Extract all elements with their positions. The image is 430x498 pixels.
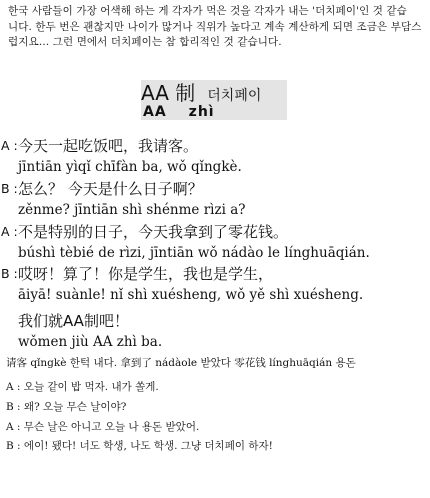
pinyin-text: zěnme? jīntiān shì shénme rìzi a? xyxy=(18,202,246,218)
speaker-label: A : xyxy=(1,224,18,239)
translation-line: B : 에이! 됐다! 너도 학생, 나도 학생. 그냥 더치페이 하자! xyxy=(6,440,273,452)
intro-line: 한국 사람들이 가장 어색해 하는 게 각자가 먹은 것을 각자가 내는 '더치페이'인 것 같습 xyxy=(8,5,407,17)
title-korean: 더치페이 xyxy=(207,88,262,104)
chinese-text: 哎呀！算了！你是学生，我也是学生， xyxy=(18,265,274,283)
chinese-text: 我们就AA制吧！ xyxy=(18,312,129,330)
title-pinyin-aa: AA xyxy=(143,104,167,120)
translation-line: A : 오늘 같이 밥 먹자. 내가 쏠게. xyxy=(6,381,159,393)
chinese-text: 怎么？ 今天是什么日子啊？ xyxy=(18,180,203,198)
translation-line: B : 왜? 오늘 무슨 날이야? xyxy=(6,401,127,413)
speaker-label: B : xyxy=(1,181,18,196)
intro-line: 니다. 한두 번은 괜찮지만 나이가 많거나 직위가 높다고 계속 계산하게 되면 조금은 부담스 xyxy=(8,20,422,33)
intro-paragraph xyxy=(8,4,422,51)
pinyin-text: wǒmen jiù AA zhì ba. xyxy=(18,334,163,350)
title-pinyin xyxy=(143,104,215,120)
intro-line: 럽지요… 그런 면에서 더치페이는 참 합리적인 것 같습니다. xyxy=(8,36,282,48)
speaker-label: A : xyxy=(1,138,18,153)
title-pinyin-zhi: zhì xyxy=(188,104,215,120)
speaker-label: B : xyxy=(1,266,18,281)
pinyin-text: búshì tèbié de rìzi, jīntiān wǒ nádào le línghuāqián. xyxy=(18,245,370,261)
pinyin-text: āiyā! suànle! nǐ shì xuésheng, wǒ yě shì xuésheng. xyxy=(18,287,364,303)
title-chinese: AA 制 xyxy=(141,81,196,105)
chinese-text: 今天一起吃饭吧，我请客。 xyxy=(18,137,199,155)
translation-line: A : 무슨 날은 아니고 오늘 나 용돈 받았어. xyxy=(6,421,200,433)
chinese-text: 不是特别的日子，今天我拿到了零花钱。 xyxy=(18,223,289,241)
vocabulary-note: 请客 qǐngkè 한턱 내다. 拿到了 nádàole 받았다 零花钱 línghuāqián 용돈 xyxy=(6,357,356,369)
pinyin-text: jīntiān yìqǐ chīfàn ba, wǒ qǐngkè. xyxy=(18,159,242,175)
